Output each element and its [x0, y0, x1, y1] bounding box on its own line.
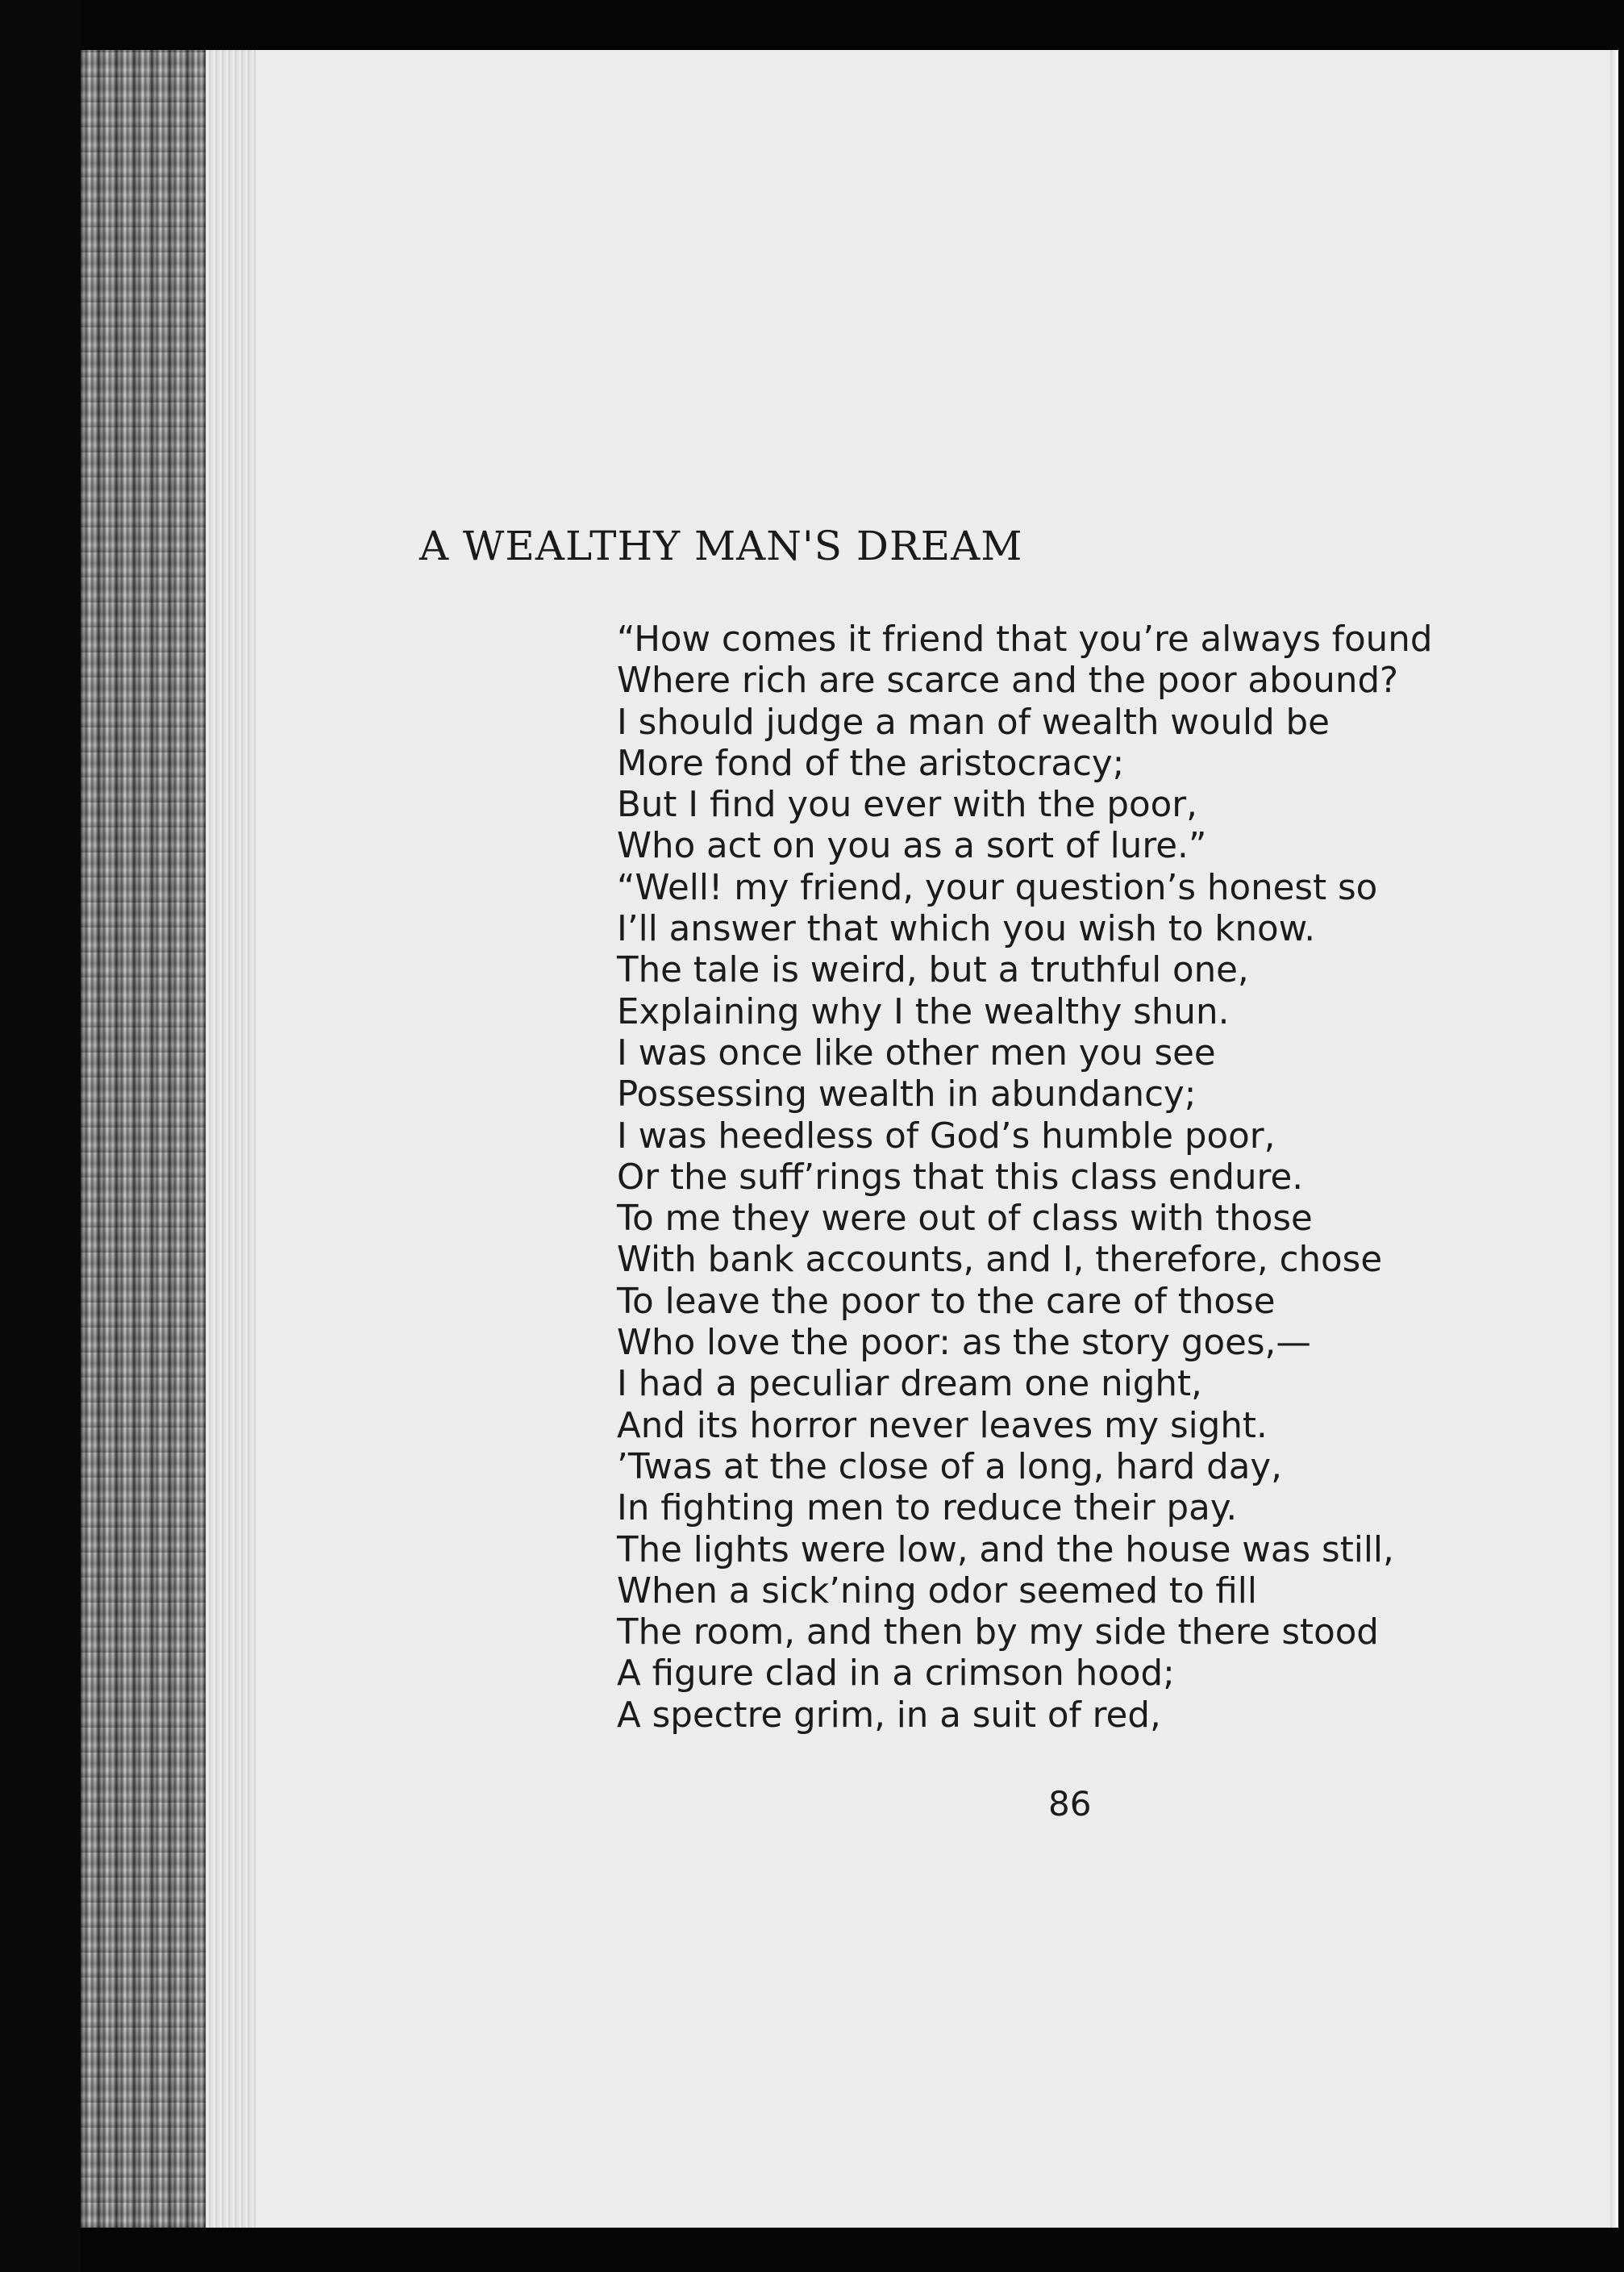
- poem-line: In fighting men to reduce their pay.: [617, 1488, 1238, 1529]
- poem-line: To leave the poor to the care of those: [617, 1281, 1276, 1322]
- poem-line: ’Twas at the close of a long, hard day,: [617, 1446, 1282, 1487]
- poem-line: And its horror never leaves my sight.: [617, 1405, 1268, 1446]
- poem-line: The lights were low, and the house was still,: [617, 1529, 1394, 1570]
- page-number: 86: [1048, 1784, 1092, 1824]
- poem-line: “How comes it friend that you’re always found: [617, 619, 1433, 660]
- poem-line: I’ll answer that which you wish to know.: [617, 909, 1316, 950]
- poem-line: Who love the poor: as the story goes,—: [617, 1323, 1311, 1364]
- poem-line: A spectre grim, in a suit of red,: [617, 1695, 1161, 1736]
- book-inner-leaves: [206, 50, 256, 2228]
- poem-line: “Well! my friend, your question’s honest so: [617, 867, 1378, 908]
- poem-line: Possessing wealth in abundancy;: [617, 1074, 1197, 1115]
- poem-body: [617, 619, 1496, 1736]
- poem-line: The room, and then by my side there stood: [617, 1612, 1379, 1653]
- poem-line: But I find you ever with the poor,: [617, 785, 1197, 826]
- poem-line: With bank accounts, and I, therefore, chose: [617, 1240, 1383, 1281]
- scanner-edge: [0, 0, 81, 2272]
- poem-line: When a sick’ning odor seemed to fill: [617, 1570, 1257, 1611]
- poem-line: A figure clad in a crimson hood;: [617, 1653, 1175, 1695]
- poem-line: Who act on you as a sort of lure.”: [617, 826, 1207, 867]
- poem-line: Where rich are scarce and the poor abound?: [617, 661, 1399, 702]
- poem-line: More fond of the aristocracy;: [617, 743, 1125, 784]
- poem-line: I was once like other men you see: [617, 1032, 1216, 1073]
- poem-line: The tale is weird, but a truthful one,: [617, 950, 1249, 991]
- poem-line: Or the suff’rings that this class endure.: [617, 1157, 1304, 1198]
- poem-line: Explaining why I the wealthy shun.: [617, 991, 1230, 1032]
- poem-title: A WEALTHY MAN'S DREAM: [419, 523, 1023, 569]
- scanner-bottom-edge: [81, 2228, 1624, 2272]
- poem-line: I was heedless of God’s humble poor,: [617, 1115, 1276, 1157]
- poem-line: To me they were out of class with those: [617, 1199, 1313, 1240]
- poem-line: I should judge a man of wealth would be: [617, 702, 1330, 743]
- poem-line: I had a peculiar dream one night,: [617, 1364, 1202, 1405]
- page-right-edge: [1610, 50, 1618, 2228]
